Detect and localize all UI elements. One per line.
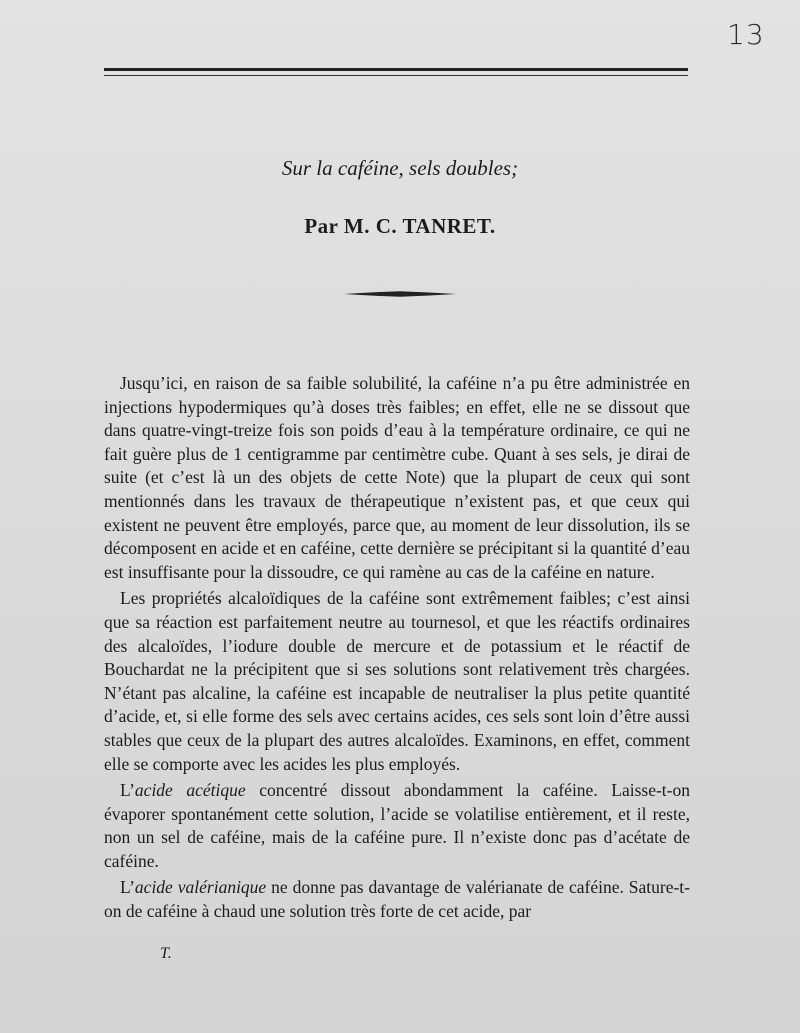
ornament-divider xyxy=(344,290,456,298)
valerianic-term: acide valérianique xyxy=(134,877,267,898)
header-rule-thin xyxy=(104,75,688,76)
title-suffix: , sels doubles; xyxy=(398,156,519,180)
acetic-term: acide acétique xyxy=(134,780,246,801)
paragraph-1: Jusqu’ici, en raison de sa faible solubilité, la caféine n’a pu être administrée en injections hypodermiques qu’à doses très faibles; en effet, elle ne se dissout que dans quatre-vingt-treize fois son poids d’eau à la température ordinaire, ce qui ne fait guère plus de 1 centigramme par centimètre cube. Quant à ses sels, je dirai de suite (et c’est là un des objets de cette Note) que la plupart de ceux qui sont mentionnés dans les travaux de thérapeutique n’existent pas, et que ceux qui existent ne peuvent être employés, parce que, au moment de leur dissolution, ils se décomposent en acide et en caféine, cette dernière se précipitant si la quantité d’eau est insuffisante pour la dissoudre, ce qui ramène au cas de la caféine en nature. xyxy=(104,373,690,582)
valerianic-text: ne donne pas davantage de valérianate de caféine. Sature-t-on de caféine à chaud une solution très forte de cet acide, par xyxy=(104,877,690,922)
acetic-lead: L’ xyxy=(120,780,135,801)
header-rule xyxy=(104,68,688,71)
paragraph-2: Les propriétés alcaloïdiques de la caféine sont extrêmement faibles; c’est ainsi que sa réaction est parfaitement neutre au tournesol, et que les réactifs ordinaires des alcaloïdes, l’iodure double de mercure et de potassium et le réactif de Bouchardat ne la précipitent que si ses solutions sont relativement très chargées. N’étant pas alcaline, la caféine est incapable de neutraliser la plus petite quantité d’acide, et, si elle forme des sels avec certains acides, ces sels sont loin d’être aussi stables que ceux de la plupart des autres alcaloïdes. Examinons, en effet, comment elle se comporte avec les acides les plus employés. xyxy=(104,588,690,774)
page-number: 13 xyxy=(727,18,765,51)
signature-mark: T. xyxy=(160,945,172,962)
article-title xyxy=(0,156,800,181)
paragraph-acetic xyxy=(104,779,690,873)
title-word: caféine xyxy=(337,156,399,180)
valerianic-lead: L’ xyxy=(120,877,135,898)
title-prefix: Sur la xyxy=(281,156,338,180)
acetic-text: concentré dissout abondamment la caféine. Laisse-t-on évaporer spontanément cette solution, l’acide se volatilise entièrement, et il reste, non un sel de caféine, mais de la caféine pure. Il n’existe donc pas d’acétate de caféine. xyxy=(104,780,690,871)
article-body xyxy=(104,372,690,924)
author-byline: Par M. C. TANRET. xyxy=(304,214,496,238)
paragraph-valerianic xyxy=(104,876,690,923)
